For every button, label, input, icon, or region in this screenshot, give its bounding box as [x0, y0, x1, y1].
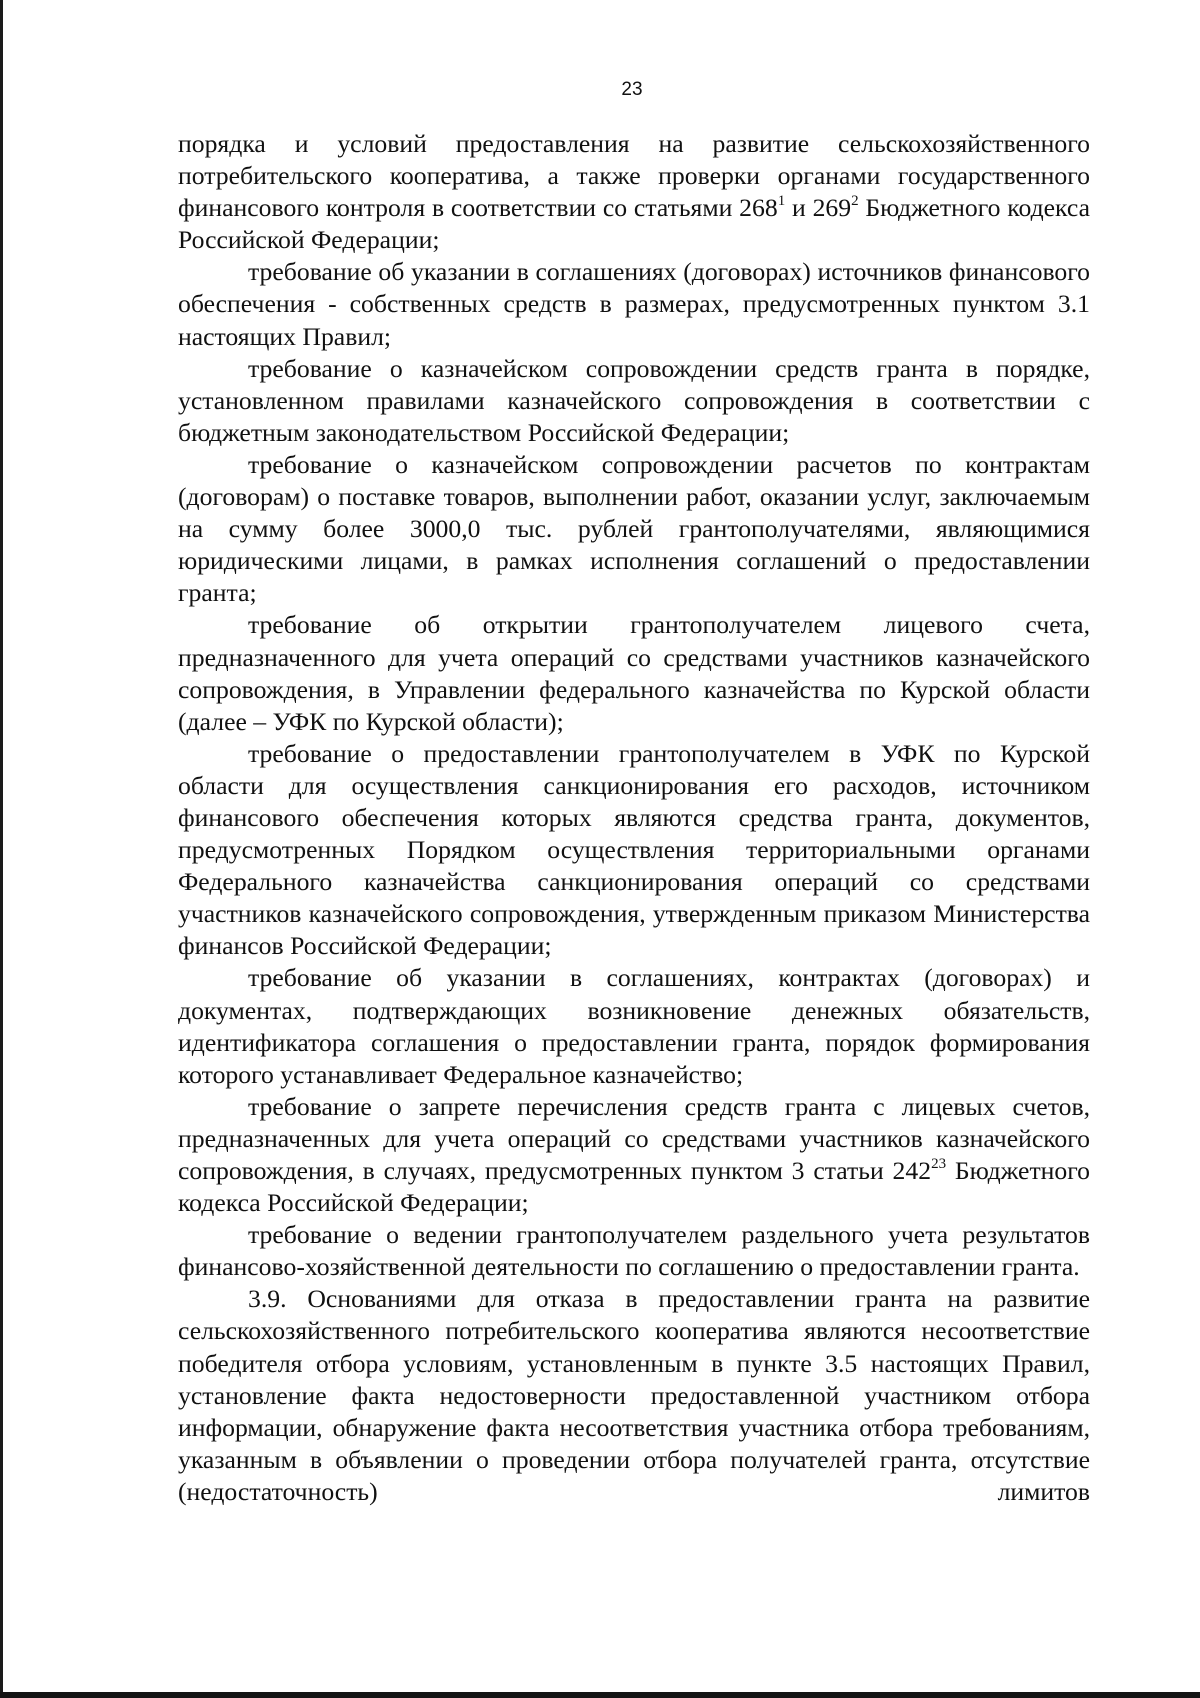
paragraph-section-3-9: 3.9. Основаниями для отказа в предоставлении гранта на развитие сельскохозяйственного потребительского кооператива являются несоответствие победителя отбора условиям, установленным в пункте 3.5 настоящих Правил, установление факта недостоверности предоставленной участником отбора информации, обнаружение факта несоответствия участника отбора требованиям, указанным в объявлении о проведении отбора получателей гранта, отсутствие (недостаточность) лимитов	[178, 1284, 1090, 1506]
document-body	[178, 128, 1090, 1508]
paragraph-requirement-personal-account: требование об открытии грантополучателем лицевого счета, предназначенного для учета операций со средствами участников казначейского сопровождения, в Управлении федерального казначейства по Курской области (далее – УФК по Курской области);	[178, 610, 1090, 736]
paragraph-requirement-sources: требование об указании в соглашениях (договорах) источников финансового обеспечения - собственных средств в размерах, предусмотренных пунктом 3.1 настоящих Правил;	[178, 257, 1090, 351]
paragraph-requirement-documents: требование о предоставлении грантополучателем в УФК по Курской области для осуществления санкционирования его расходов, источником финансового обеспечения которых являются средства гранта, документов, предусмотренных Порядком осуществления территориальными органами Федерального казначейства санкционирования операций со средствами участников казначейского сопровождения, утвержденным приказом Министерства финансов Российской Федерации;	[178, 738, 1090, 961]
paragraph-text: Бюджетного кодекса Российской Федерации;	[178, 1156, 1091, 1218]
footnote-superscript: 1	[777, 193, 786, 210]
paragraph-text: порядка и условий предоставления на развитие сельскохозяйственного потребительского кооператива, а также проверки органами государственного финансового контроля в соответствии со статьями 268	[178, 129, 1090, 223]
footnote-superscript: 23	[931, 1156, 947, 1172]
paragraph-requirement-separate-accounting: требование о ведении грантополучателем раздельного учета результатов финансово-хозяйственной деятельности по соглашению о предоставлении гранта.	[178, 1220, 1090, 1282]
scan-left-edge	[0, 0, 3, 1698]
page-number: 23	[621, 79, 643, 100]
paragraph-text: и 269	[785, 193, 852, 223]
paragraph-text: требование о запрете перечисления средств гранта с лицевых счетов, предназначенных для учета операций со средствами участников казначейского сопровождения, в случаях, предусмотренных пунктом 3 статьи 242	[178, 1091, 1090, 1185]
scan-bottom-edge	[0, 1692, 1200, 1698]
paragraph-requirement-contract-settlements: требование о казначейском сопровождении расчетов по контрактам (договорам) о поставке товаров, выполнении работ, оказании услуг, заключаемым на сумму более 3000,0 тыс. рублей грантополучателями, являющимися юридическими лицами, в рамках исполнения соглашений о предоставлении гранта;	[178, 449, 1090, 608]
paragraph-requirement-identifier: требование об указании в соглашениях, контрактах (договорах) и документах, подтверждающих возникновение денежных обязательств, идентификатора соглашения о предоставлении гранта, порядок формирования которого устанавливает Федеральное казначейство;	[178, 963, 1090, 1089]
paragraph-requirement-transfer-ban	[178, 1091, 1090, 1219]
paragraph-requirement-treasury-support: требование о казначейском сопровождении средств гранта в порядке, установленном правилами казначейского сопровождения в соответствии с бюджетным законодательством Российской Федерации;	[178, 353, 1090, 447]
paragraph-continuation	[178, 128, 1090, 256]
paragraph-text: Бюджетного кодекса Российской Федерации;	[178, 193, 1091, 255]
footnote-superscript: 2	[851, 193, 859, 210]
